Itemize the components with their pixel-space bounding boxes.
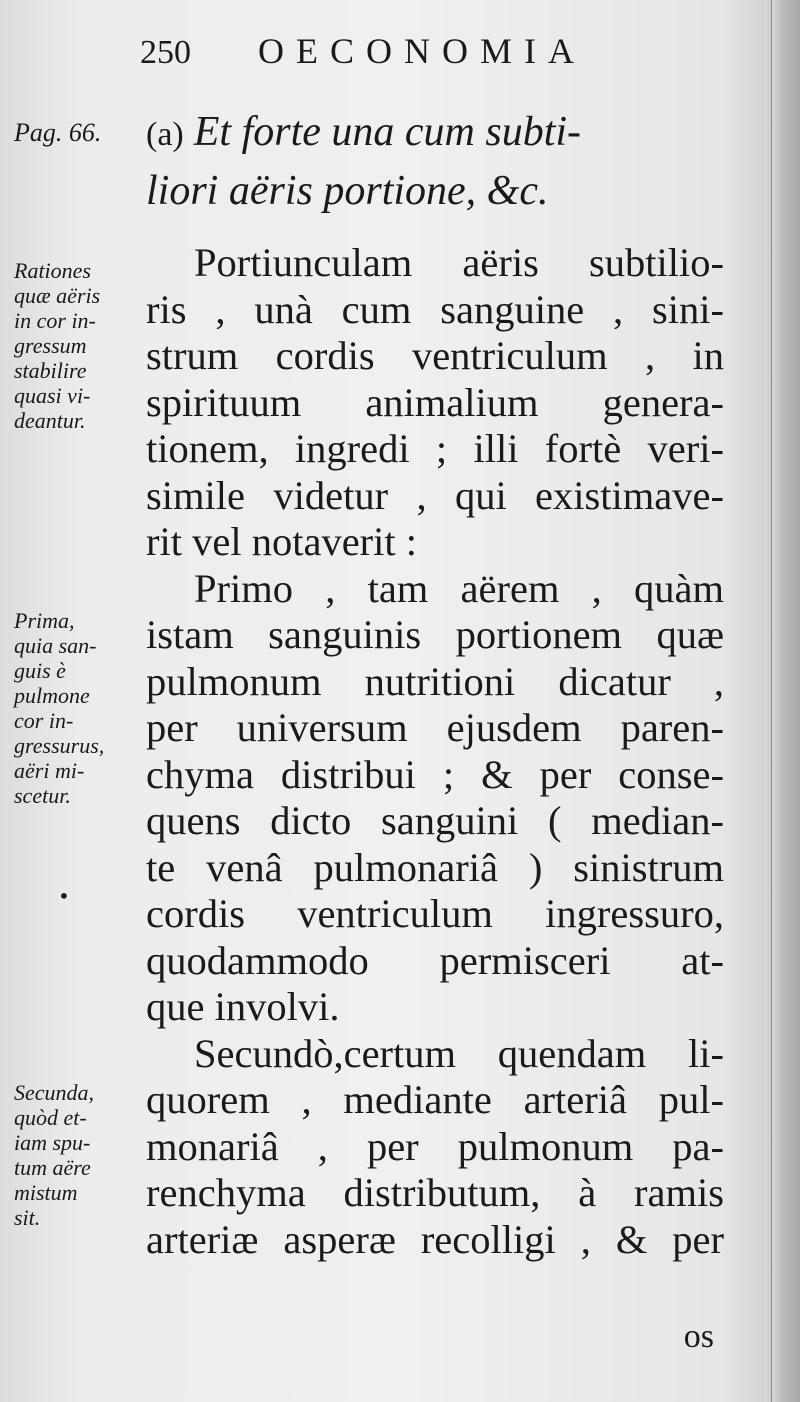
text-line: Portiunculam aëris subtilio- — [194, 240, 724, 285]
running-title: OECONOMIA — [258, 31, 586, 71]
lemma-heading — [146, 104, 746, 219]
text-line: chyma distribui ; & per conse- — [146, 751, 724, 797]
paragraph-secundo — [146, 1031, 724, 1264]
text-line: strum cordis ventriculum , in — [146, 333, 724, 378]
text-line: Primo , tam aërem , quàm — [194, 565, 724, 611]
paragraph-portiunculam — [146, 240, 724, 566]
catchword: os — [683, 1318, 714, 1355]
text-line: pulmonum nutritioni dicatur , — [146, 658, 724, 704]
lemma-line: (a) Et forte una cum subti- — [146, 109, 582, 155]
text-line: renchyma distributum, à ramis — [146, 1170, 724, 1215]
text-line: Secundò,certum quendam li- — [194, 1030, 724, 1076]
text-line: te venâ pulmonariâ ) sinistrum — [146, 844, 724, 890]
note-reference: (a) — [146, 116, 184, 153]
body-text — [146, 240, 724, 1263]
text-line: quens dicto sanguini ( median- — [146, 798, 724, 843]
lemma-line: liori aëris portione, &c. — [146, 168, 549, 214]
text-line: cordis ventriculum ingressuro, — [146, 891, 724, 936]
text-line: simile videtur , qui existimave- — [146, 472, 724, 518]
text-line: monariâ , per pulmonum pa- — [146, 1123, 724, 1169]
text-line: spirituum animalium genera- — [146, 379, 724, 425]
text-line: quorem , mediante arteriâ pul- — [146, 1077, 724, 1122]
margin-note-rationes: Rationes quæ aëris in cor in- gressum stabilire quasi vi- deantur. — [14, 258, 101, 433]
text-line: per universum ejusdem paren- — [146, 705, 724, 750]
paragraph-primo — [146, 566, 724, 1031]
margin-note-prima: Prima, quia san- guis è pulmone cor in- gressurus, aëri mi- scetur. — [14, 608, 105, 808]
text-line: rit vel notaverit : — [146, 519, 418, 564]
text-line: que involvi. — [146, 984, 340, 1029]
text-line: ris , unà cum sanguine , sini- — [146, 286, 724, 332]
page-number: 250 — [140, 34, 191, 71]
running-head — [140, 30, 660, 80]
page-reference: Pag. 66. — [14, 118, 102, 147]
text-line: quodammodo permisceri at- — [146, 937, 724, 983]
ink-dot: • — [58, 884, 70, 908]
text-line: arteriæ asperæ recolligi , & per — [146, 1216, 724, 1262]
page-gutter — [771, 0, 800, 1402]
margin-note-secunda: Secunda, quòd et- iam spu- tum aëre mistum sit. — [14, 1080, 95, 1230]
text-line: istam sanguinis portionem quæ — [146, 612, 724, 657]
text-line: tionem, ingredi ; illi fortè veri- — [146, 426, 724, 471]
